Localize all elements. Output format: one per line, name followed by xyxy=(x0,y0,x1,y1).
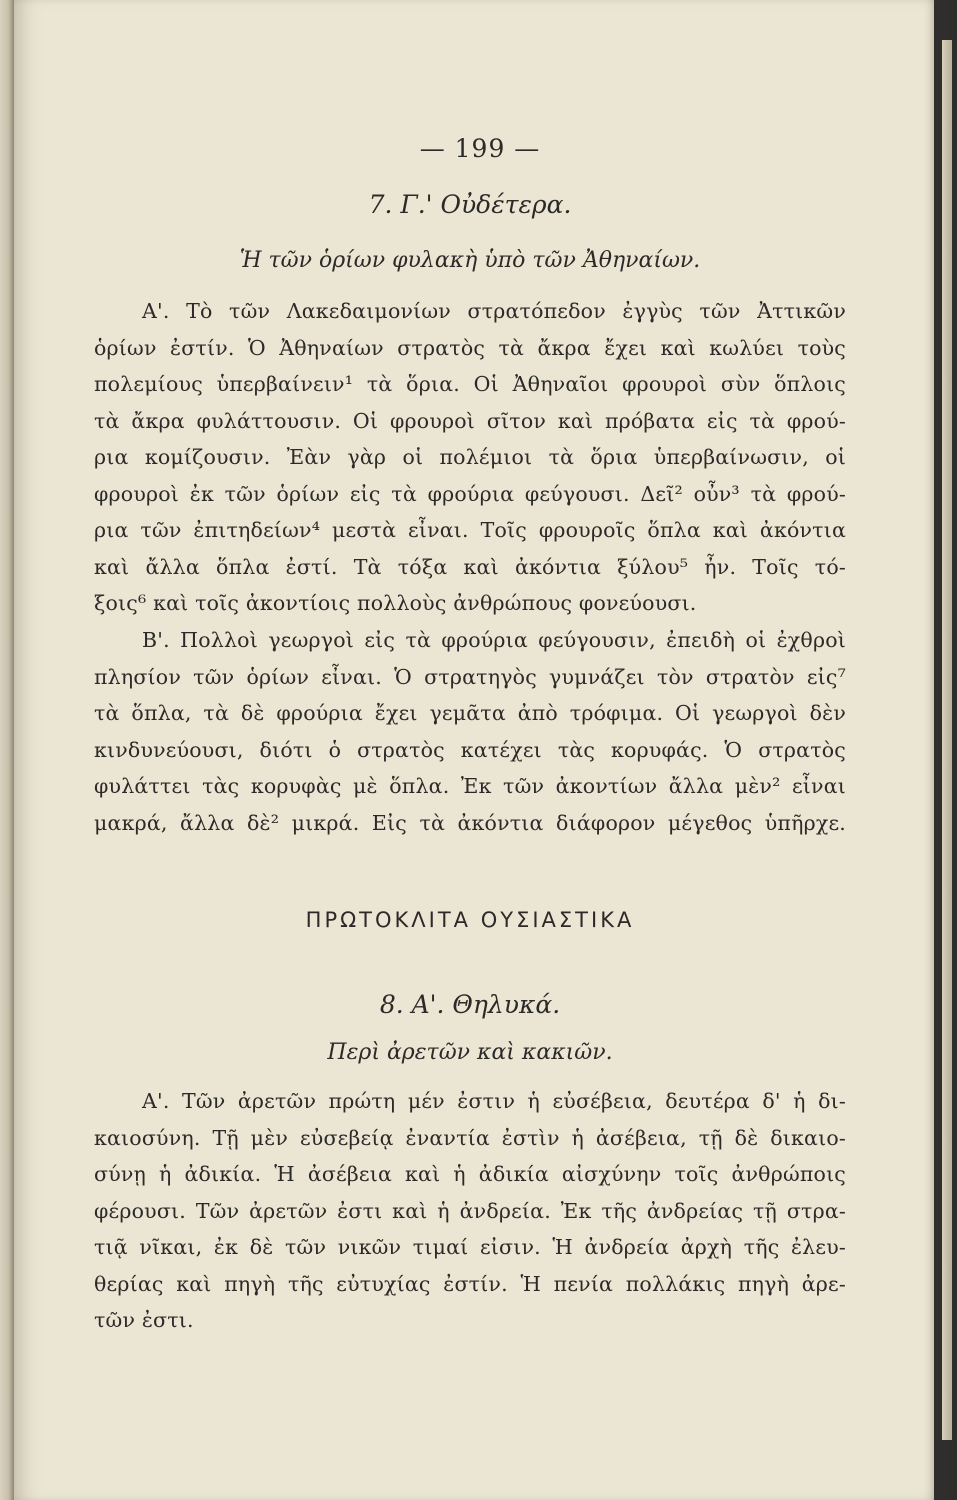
text-line: τὰ ὅπλα, τὰ δὲ φρούρια ἔχει γεμᾶτα ἀπὸ τρόφιμα. Οἱ γεωργοὶ δὲν xyxy=(94,701,846,725)
previous-page-edge xyxy=(0,0,14,1500)
text-line: σύνῃ ἡ ἀδικία. Ἡ ἀσέβεια καὶ ἡ ἀδικία αἰσχύνην τοῖς ἀνθρώποις xyxy=(94,1162,846,1186)
text-line: φρουροὶ ἐκ τῶν ὁρίων εἰς τὰ φρούρια φεύγουσι. Δεῖ² οὖν³ τὰ φρού- xyxy=(94,481,846,506)
section-7-paragraph-a xyxy=(94,293,846,622)
text-line: Α'. Τὸ τῶν Λακεδαιμονίων στρατόπεδον ἐγγὺς τῶν Ἀττικῶν xyxy=(142,299,846,323)
text-line: ὁρίων ἐστίν. Ὁ Ἀθηναίων στρατὸς τὰ ἄκρα ἔχει καὶ κωλύει τοὺς xyxy=(94,335,846,360)
text-line: ρια κομίζουσιν. Ἐὰν γὰρ οἱ πολέμιοι τὰ ὅρια ὑπερβαίνωσιν, οἱ xyxy=(94,445,846,469)
text-line: τῶν ἐστι. xyxy=(94,1308,194,1332)
text-line: πολεμίους ὑπερβαίνειν¹ τὰ ὅρια. Οἱ Ἀθηναῖοι φρουροὶ σὺν ὅπλοις xyxy=(94,372,846,396)
text-line: Β'. Πολλοὶ γεωργοὶ εἰς τὰ φρούρια φεύγουσιν, ἐπειδὴ οἱ ἐχθροὶ xyxy=(142,628,846,652)
text-line: μακρά, ἄλλα δὲ² μικρά. Εἰς τὰ ἀκόντια διάφορον μέγεθος ὑπῆρχε. xyxy=(94,810,846,835)
text-line: ξοις⁶ καὶ τοῖς ἀκοντίοις πολλοὺς ἀνθρώπους φονεύουσι. xyxy=(94,591,697,615)
text-line: τὰ ἄκρα φυλάττουσιν. Οἱ φρουροὶ σῖτον καὶ πρόβατα εἰς τὰ φρού- xyxy=(94,408,846,433)
section-7-title: 7. Γ.' Οὐδέτερα. xyxy=(368,190,572,219)
book-page xyxy=(14,0,934,1500)
text-line: καὶ ἄλλα ὅπλα ἐστί. Τὰ τόξα καὶ ἀκόντια ξύλου⁵ ἦν. Τοῖς τό- xyxy=(94,554,846,579)
section-7-paragraph-b xyxy=(94,622,846,841)
text-line: φέρουσι. Τῶν ἀρετῶν ἐστι καὶ ἡ ἀνδρεία. Ἐκ τῆς ἀνδρείας τῇ στρα- xyxy=(94,1198,846,1223)
text-line: Α'. Τῶν ἀρετῶν πρώτη μέν ἐστιν ἡ εὐσέβεια, δευτέρα δ' ἡ δι- xyxy=(142,1089,846,1113)
declension-heading: ΠΡΩΤΟΚΛΙΤΑ ΟΥΣΙΑΣΤΙΚΑ xyxy=(305,908,635,932)
page-number: — 199 — xyxy=(419,134,541,163)
text-line: καιοσύνη. Τῇ μὲν εὐσεβείᾳ ἐναντία ἐστὶν ἡ ἀσέβεια, τῇ δὲ δικαιο- xyxy=(94,1125,846,1150)
page-fore-edge xyxy=(942,40,952,1440)
section-8-title: 8. Α'. Θηλυκά. xyxy=(379,990,561,1019)
section-8-paragraph-a xyxy=(94,1083,846,1339)
text-line: φυλάττει τὰς κορυφὰς μὲ ὅπλα. Ἐκ τῶν ἀκοντίων ἄλλα μὲν² εἶναι xyxy=(94,774,846,798)
section-7-subtitle: Ἡ τῶν ὁρίων φυλακὴ ὑπὸ τῶν Ἀθηναίων. xyxy=(239,248,701,273)
text-line: θερίας καὶ πηγὴ τῆς εὐτυχίας ἐστίν. Ἡ πενία πολλάκις πηγὴ ἀρε- xyxy=(94,1271,846,1296)
text-line: πλησίον τῶν ὁρίων εἶναι. Ὁ στρατηγὸς γυμνάζει τὸν στρατὸν εἰς⁷ xyxy=(94,664,846,689)
text-line: τιᾷ νῖκαι, ἐκ δὲ τῶν νικῶν τιμαί εἰσιν. Ἡ ἀνδρεία ἀρχὴ τῆς ἐλευ- xyxy=(94,1235,846,1259)
text-line: ρια τῶν ἐπιτηδείων⁴ μεστὰ εἶναι. Τοῖς φρουροῖς ὅπλα καὶ ἀκόντια xyxy=(94,518,846,542)
text-line: κινδυνεύουσι, διότι ὁ στρατὸς κατέχει τὰς κορυφάς. Ὁ στρατὸς xyxy=(94,737,846,762)
section-8-subtitle: Περὶ ἀρετῶν καὶ κακιῶν. xyxy=(327,1040,613,1065)
